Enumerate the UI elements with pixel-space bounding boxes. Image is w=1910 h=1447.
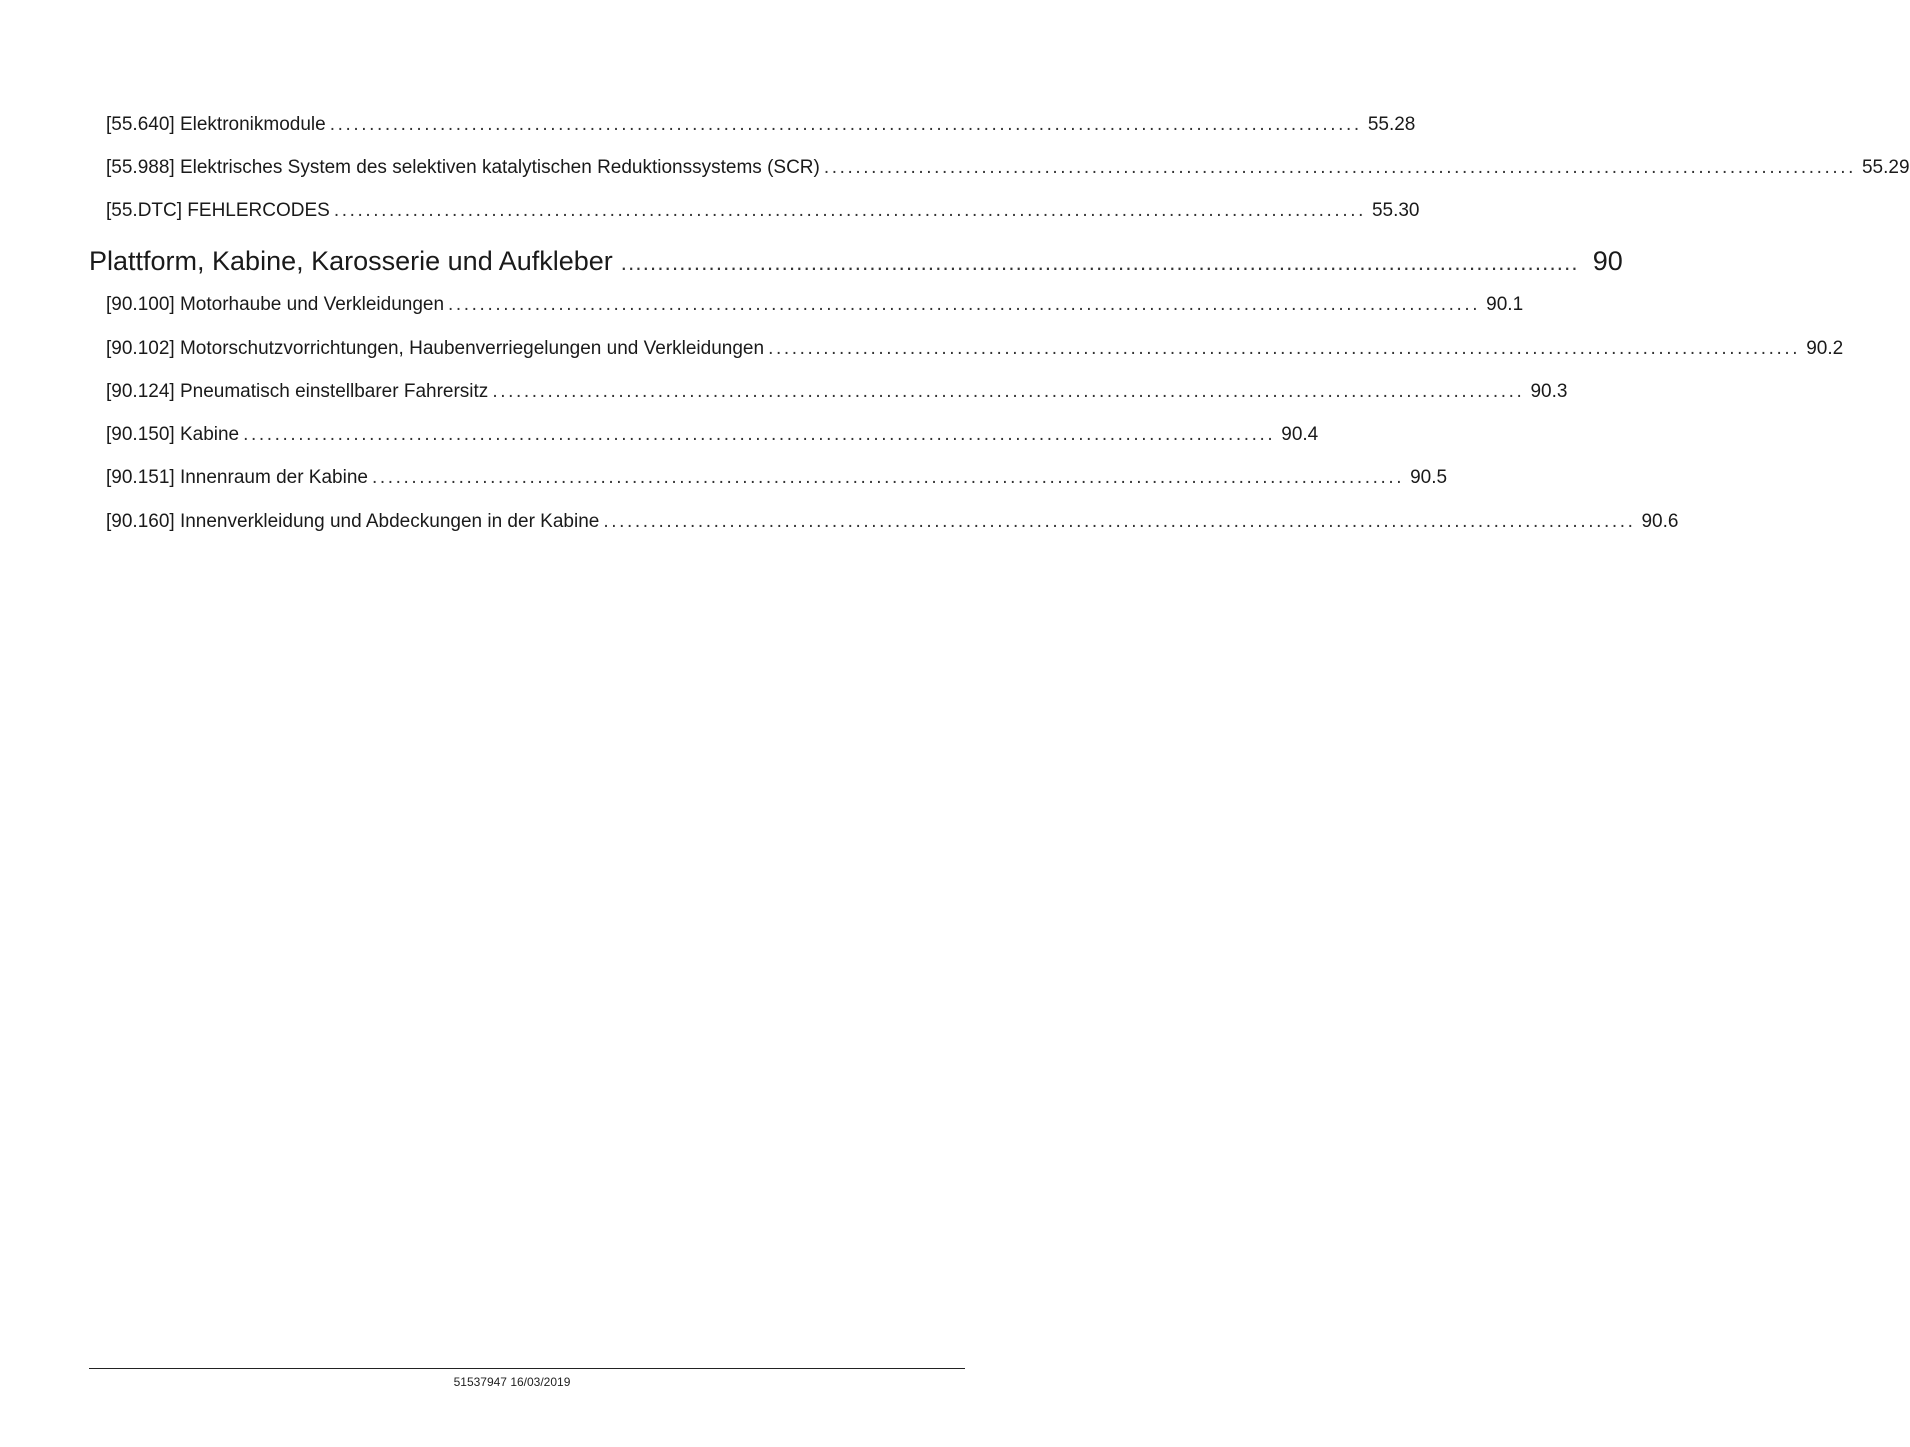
footer-divider [89, 1368, 965, 1369]
toc-entry-label: [55.DTC] FEHLERCODES [106, 200, 330, 221]
toc-entry-page: 90.1 [1486, 294, 1524, 315]
toc-entry-label: [90.102] Motorschutzvorrichtungen, Haubenverriegelungen und Verkleidungen [106, 338, 765, 359]
toc-entry-page: 90.5 [1410, 467, 1448, 488]
dot-leader: ................................................................................................................................... [492, 381, 1525, 402]
toc-entry[interactable] [106, 509, 1679, 535]
toc-entry[interactable] [106, 198, 1420, 224]
dot-leader: ................................................................................................................................... [603, 511, 1636, 532]
toc-entry-page: 90.4 [1281, 424, 1319, 445]
dot-leader: ................................................................................................................................... [620, 250, 1579, 275]
toc-entry-page: 90.3 [1530, 381, 1568, 402]
toc-entry[interactable] [106, 112, 1416, 138]
toc-entry[interactable] [106, 379, 1568, 405]
toc-entry-label: [90.100] Motorhaube und Verkleidungen [106, 294, 445, 315]
dot-leader: ................................................................................................................................... [243, 424, 1276, 445]
toc-entry[interactable] [106, 465, 1448, 491]
toc-chapter-label: Plattform, Kabine, Karosserie und Aufkleber [89, 246, 613, 276]
toc-entry-page: 55.28 [1367, 114, 1416, 135]
toc-entry[interactable] [106, 422, 1319, 448]
toc-chapter-entry[interactable] [89, 243, 1623, 279]
toc-chapter-page: 90 [1592, 246, 1623, 276]
toc-entry-label: [90.160] Innenverkleidung und Abdeckungen in der Kabine [106, 511, 600, 532]
dot-leader: ................................................................................................................................... [823, 157, 1856, 178]
dot-leader: ................................................................................................................................... [371, 467, 1405, 488]
toc-entry-label: [90.124] Pneumatisch einstellbarer Fahrersitz [106, 381, 489, 402]
toc-entry-page: 55.30 [1371, 200, 1420, 221]
toc-entry-page: 55.29 [1861, 157, 1910, 178]
toc-entry-page: 90.2 [1806, 338, 1844, 359]
toc-entry-label: [55.988] Elektrisches System des selektiven katalytischen Reduktionssystems (SCR) [106, 157, 820, 178]
toc-entry[interactable] [106, 155, 1910, 181]
dot-leader: ................................................................................................................................... [333, 200, 1366, 221]
toc-entry[interactable] [106, 292, 1524, 318]
dot-leader: ................................................................................................................................... [768, 338, 1801, 359]
footer-document-id: 51537947 16/03/2019 [453, 1375, 571, 1389]
toc-entry[interactable] [106, 336, 1844, 362]
dot-leader: ................................................................................................................................... [448, 294, 1481, 315]
toc-entry-page: 90.6 [1641, 511, 1679, 532]
toc-entry-label: [55.640] Elektronikmodule [106, 114, 326, 135]
toc-entry-label: [90.150] Kabine [106, 424, 240, 445]
dot-leader: ................................................................................................................................... [329, 114, 1362, 135]
toc-entry-label: [90.151] Innenraum der Kabine [106, 467, 368, 488]
